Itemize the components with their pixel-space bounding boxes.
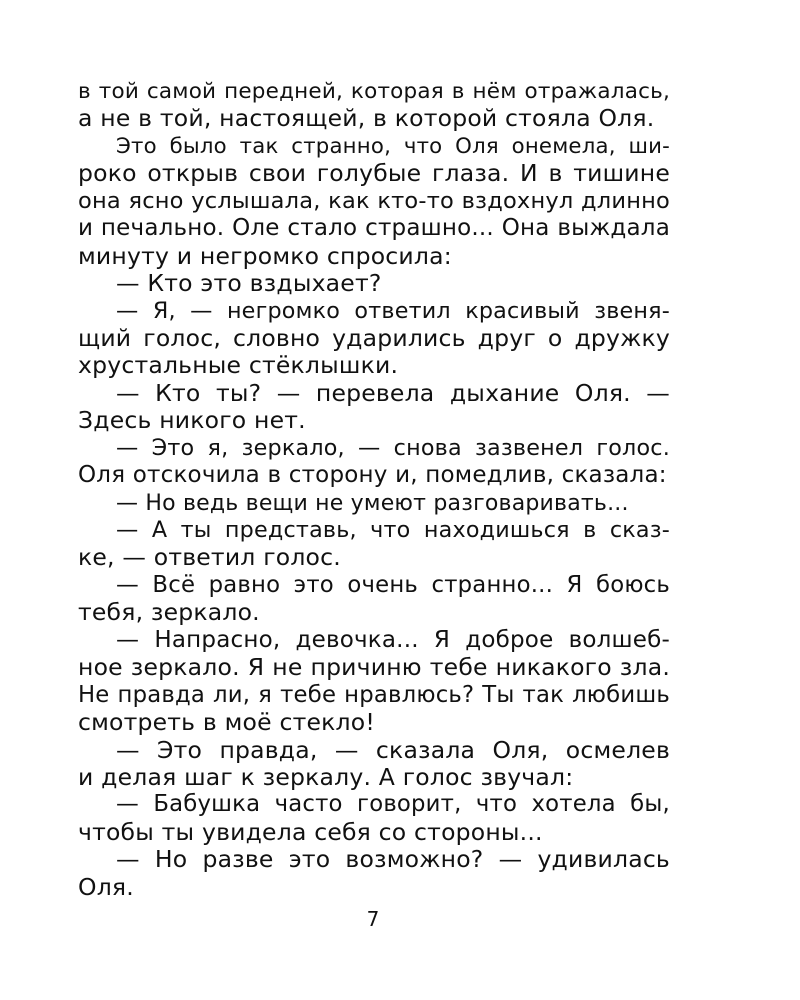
text-line: — Всё равно это очень странно... Я боюсь <box>116 571 670 598</box>
text-line: в той самой передней, которая в нём отражалась, <box>78 79 670 104</box>
text-line: смотреть в моё стекло! <box>78 708 375 737</box>
text-line: — Кто это вздыхает? <box>116 269 382 298</box>
text-line: чтобы ты увидела себя со стороны... <box>78 817 543 846</box>
text-line: — Бабушка часто говорит, что хотела бы, <box>116 791 670 818</box>
text-line: — Это правда, — сказала Оля, осмелев <box>116 735 670 764</box>
text-line: ное зеркало. Я не причиню тебе никакого зла. <box>78 653 670 682</box>
text-line: Оля отскочила в сторону и, помедлив, сказала: <box>78 462 667 489</box>
text-line: Это было так странно, что Оля онемела, ши- <box>116 133 670 159</box>
text-line: а не в той, настоящей, в которой стояла Оля. <box>78 104 655 133</box>
text-line: — Я, — негромко ответил красивый звеня- <box>116 297 670 324</box>
text-line: Оля. <box>78 872 134 901</box>
text-line: — А ты представь, что находишься в сказ- <box>116 517 670 543</box>
text-line: — Напрасно, девочка... Я доброе волшеб- <box>116 626 670 653</box>
text-line: ке, — ответил голос. <box>78 543 341 572</box>
text-line: — Но ведь вещи не умеют разговаривать... <box>116 490 629 516</box>
page-number: 7 <box>366 907 380 931</box>
text-line: минуту и негромко спросила: <box>78 241 452 270</box>
text-line: Не правда ли, я тебе нравлюсь? Ты так любишь <box>78 681 670 708</box>
text-line: роко открыв свои голубые глаза. И в тишине <box>78 159 670 188</box>
text-line: и печально. Оле стало страшно... Она выждала <box>78 215 670 242</box>
text-line: тебя, зеркало. <box>78 598 260 627</box>
book-page-text <box>78 78 670 901</box>
text-line: щий голос, словно ударились друг о дружку <box>78 323 670 352</box>
text-line: — Это я, зеркало, — снова зазвенел голос. <box>116 434 670 461</box>
text-line: Здесь никого нет. <box>78 406 306 435</box>
text-line: — Но разве это возможно? — удивилась <box>116 845 670 874</box>
text-line: хрустальные стёклышки. <box>78 351 399 380</box>
text-line: — Кто ты? — перевела дыхание Оля. — <box>116 378 670 407</box>
text-line: и делая шаг к зеркалу. А голос звучал: <box>78 762 574 791</box>
text-line: она ясно услышала, как кто-то вздохнул длинно <box>78 187 670 214</box>
